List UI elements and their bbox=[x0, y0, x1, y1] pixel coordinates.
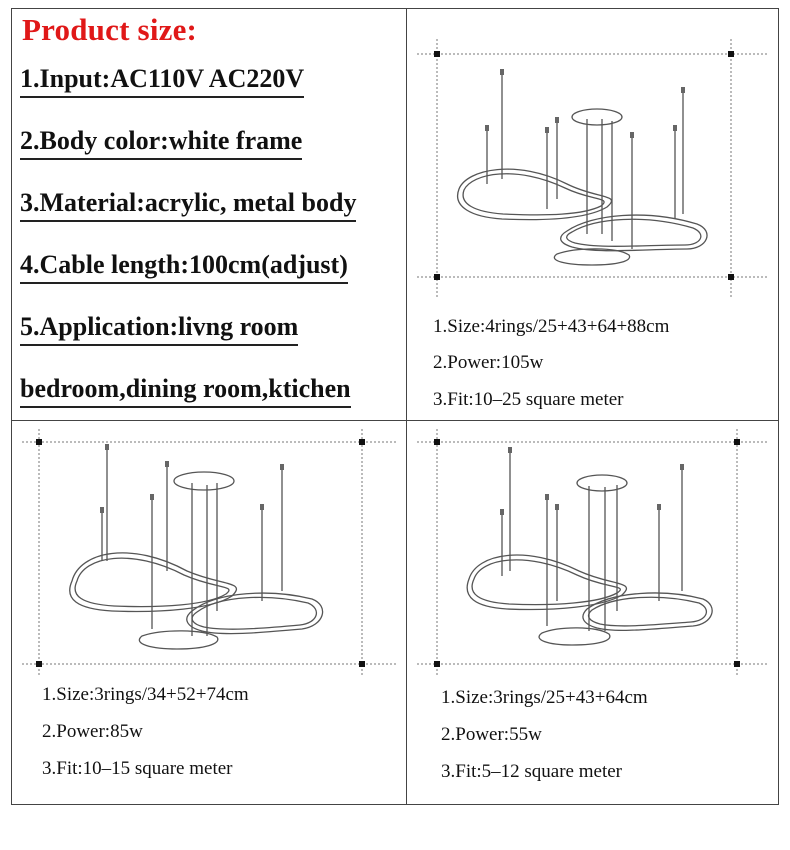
size-3rings-large: 1.Size:3rings/34+52+74cm bbox=[42, 684, 249, 705]
spec-application-continued: bedroom,dining room,ktichen bbox=[20, 374, 351, 408]
chandelier-3rings-small-illustration bbox=[407, 421, 778, 681]
size-3rings-small: 1.Size:3rings/25+43+64cm bbox=[441, 687, 648, 708]
spec-cable-length: 4.Cable length:100cm(adjust) bbox=[20, 250, 348, 284]
fit-3rings-small: 3.Fit:5–12 square meter bbox=[441, 761, 622, 782]
chandelier-4rings-illustration bbox=[407, 9, 778, 309]
fit-3rings-large: 3.Fit:10–15 square meter bbox=[42, 758, 233, 779]
power-4rings: 2.Power:105w bbox=[433, 352, 544, 373]
size-4rings: 1.Size:4rings/25+43+64+88cm bbox=[433, 316, 670, 337]
power-3rings-large: 2.Power:85w bbox=[42, 721, 143, 742]
spec-input: 1.Input:AC110V AC220V bbox=[20, 64, 304, 98]
power-3rings-small: 2.Power:55w bbox=[441, 724, 542, 745]
product-panel-4rings bbox=[407, 9, 778, 419]
spec-application: 5.Application:livng room bbox=[20, 312, 298, 346]
product-panel-3rings-large bbox=[12, 421, 406, 804]
spec-material: 3.Material:acrylic, metal body bbox=[20, 188, 356, 222]
product-size-title: Product size: bbox=[22, 12, 198, 47]
product-panel-3rings-small bbox=[407, 421, 778, 804]
chandelier-3rings-large-illustration bbox=[12, 421, 406, 681]
fit-4rings: 3.Fit:10–25 square meter bbox=[433, 389, 624, 410]
spec-body-color: 2.Body color:white frame bbox=[20, 126, 302, 160]
